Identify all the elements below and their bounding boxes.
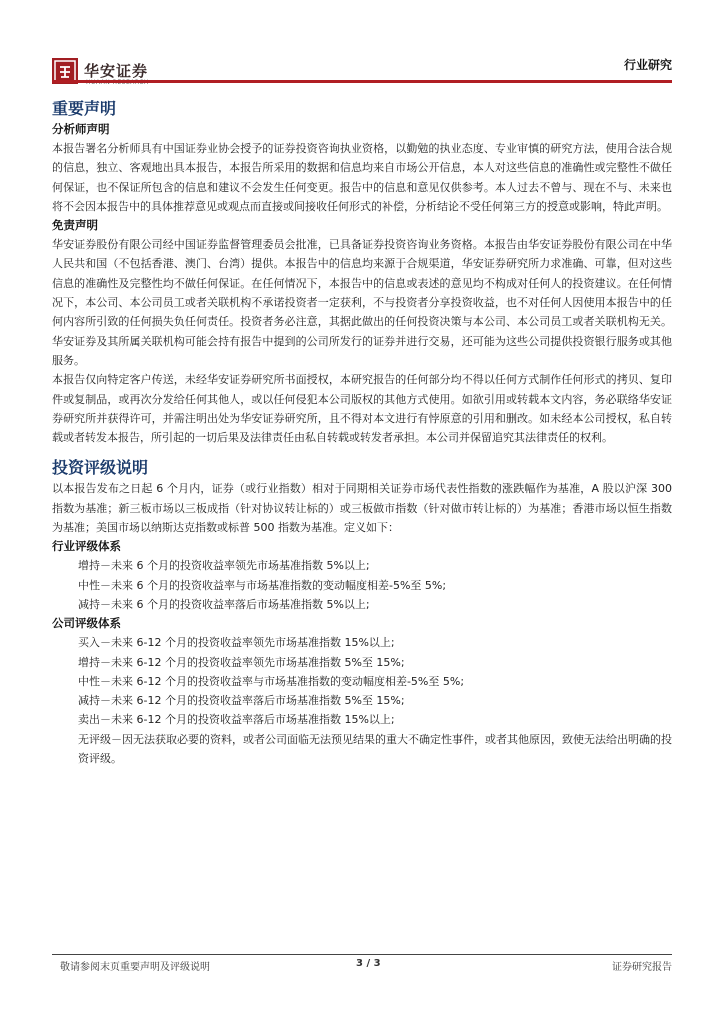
important-statement-heading: 重要声明 — [52, 99, 117, 118]
page-number: 3 / 3 — [356, 958, 381, 969]
footer-report-type: 证券研究报告 — [612, 962, 672, 973]
company-rating-item: 中性－未来 6-12 个月的投资收益率与市场基准指数的变动幅度相差-5%至 5%; — [78, 674, 465, 688]
disclaimer-paragraph-2: 本报告仅向特定客户传送，未经华安证券研究所书面授权，本研究报告的任何部分均不得以任何方式制作任何形式的拷贝、复印件或复制品，或再次分发给任何其他人，或以任何侵犯本公司版权的其他方式使用。如欲引用或转载本文内容，务必联络华安证券研究所并获得许可，并需注明出处为华安证券研究所，且不得对本文进行有悖原意的引用和删改。如未经本公司授权，私自转载或者转发本报告，所引起的一切后果及法律责任由私自转载或转发者承担。本公司并保留追究其法律责任的权利。 — [52, 373, 672, 445]
company-rating-item: 增持－未来 6-12 个月的投资收益率领先市场基准指数 5%至 15%; — [78, 655, 405, 669]
industry-rating-subheading: 行业评级体系 — [52, 539, 121, 554]
industry-rating-item: 中性－未来 6 个月的投资收益率与市场基准指数的变动幅度相差-5%至 5%; — [78, 578, 447, 592]
logo-text-cn: 华安证券 — [84, 62, 149, 80]
industry-rating-item: 减持－未来 6 个月的投资收益率落后市场基准指数 5%以上; — [78, 597, 370, 611]
company-rating-item: 减持－未来 6-12 个月的投资收益率落后市场基准指数 5%至 15%; — [78, 694, 405, 708]
disclaimer-subheading: 免责声明 — [52, 218, 98, 233]
header-divider — [52, 80, 672, 83]
analyst-statement-subheading: 分析师声明 — [52, 122, 110, 136]
company-rating-subheading: 公司评级体系 — [52, 616, 121, 631]
document-type-label: 行业研究 — [623, 58, 672, 72]
main-content — [52, 98, 672, 768]
rating-heading: 投资评级说明 — [52, 458, 149, 478]
rating-intro: 以本报告发布之日起 6 个月内，证券（或行业指数）相对于同期相关证券市场代表性指数的涨跌幅作为基准，A 股以沪深 300 指数为基准；新三板市场以三板成指（针对协议转让标的）或三板做市指数（针对做市转让标的）为基准；香港市场以恒生指数为基准；美国市场以纳斯达克指数或标普 500 指数为基准。定义如下： — [52, 482, 672, 535]
company-rating-item: 买入－未来 6-12 个月的投资收益率领先市场基准指数 15%以上; — [78, 636, 395, 650]
company-rating-item: 卖出－未来 6-12 个月的投资收益率落后市场基准指数 15%以上; — [78, 713, 395, 727]
no-rating-item: 无评级－因无法获取必要的资料，或者公司面临无法预见结果的重大不确定性事件，或者其他原因，致使无法给出明确的投资评级。 — [78, 732, 672, 766]
disclaimer-paragraph-1: 华安证券股份有限公司经中国证券监督管理委员会批准，已具备证券投资咨询业务资格。本报告由华安证券股份有限公司在中华人民共和国（不包括香港、澳门、台湾）提供。本报告中的信息均来源于合规渠道，华安证券研究所力求准确、可靠，但对这些信息的准确性及完整性均不做任何保证。在任何情况下，本报告中的信息或表述的意见均不构成对任何人的投资建议。在任何情况下，本公司、本公司员工或者关联机构不承诺投资者一定获利，不与投资者分享投资收益，也不对任何人因使用本报告中的任何内容所引致的任何损失负任何责任。投资者务必注意，其据此做出的任何投资决策与本公司、本公司员工或者关联机构无关。华安证券及其所属关联机构可能会持有报告中提到的公司所发行的证券并进行交易，还可能为这些公司提供投资银行服务或其他服务。 — [52, 238, 672, 367]
page-header — [52, 52, 672, 96]
analyst-statement-body: 本报告署名分析师具有中国证券业协会授予的证券投资咨询执业资格，以勤勉的执业态度、专业审慎的研究方法，使用合法合规的信息，独立、客观地出具本报告，本报告所采用的数据和信息均来自市场公开信息，本人对这些信息的准确性或完整性不做任何保证，也不保证所包含的信息和建议不会发生任何变更。报告中的信息和意见仅供参考。本人过去不曾与、现在不与、未来也将不会因本报告中的具体推荐意见或观点而直接或间接收任何形式的补偿，分析结论不受任何第三方的授意或影响，特此声明。 — [52, 142, 672, 213]
industry-rating-item: 增持－未来 6 个月的投资收益率领先市场基准指数 5%以上; — [78, 559, 370, 573]
footer-divider — [52, 954, 672, 955]
footer-note: 敬请参阅末页重要声明及评级说明 — [60, 962, 210, 973]
